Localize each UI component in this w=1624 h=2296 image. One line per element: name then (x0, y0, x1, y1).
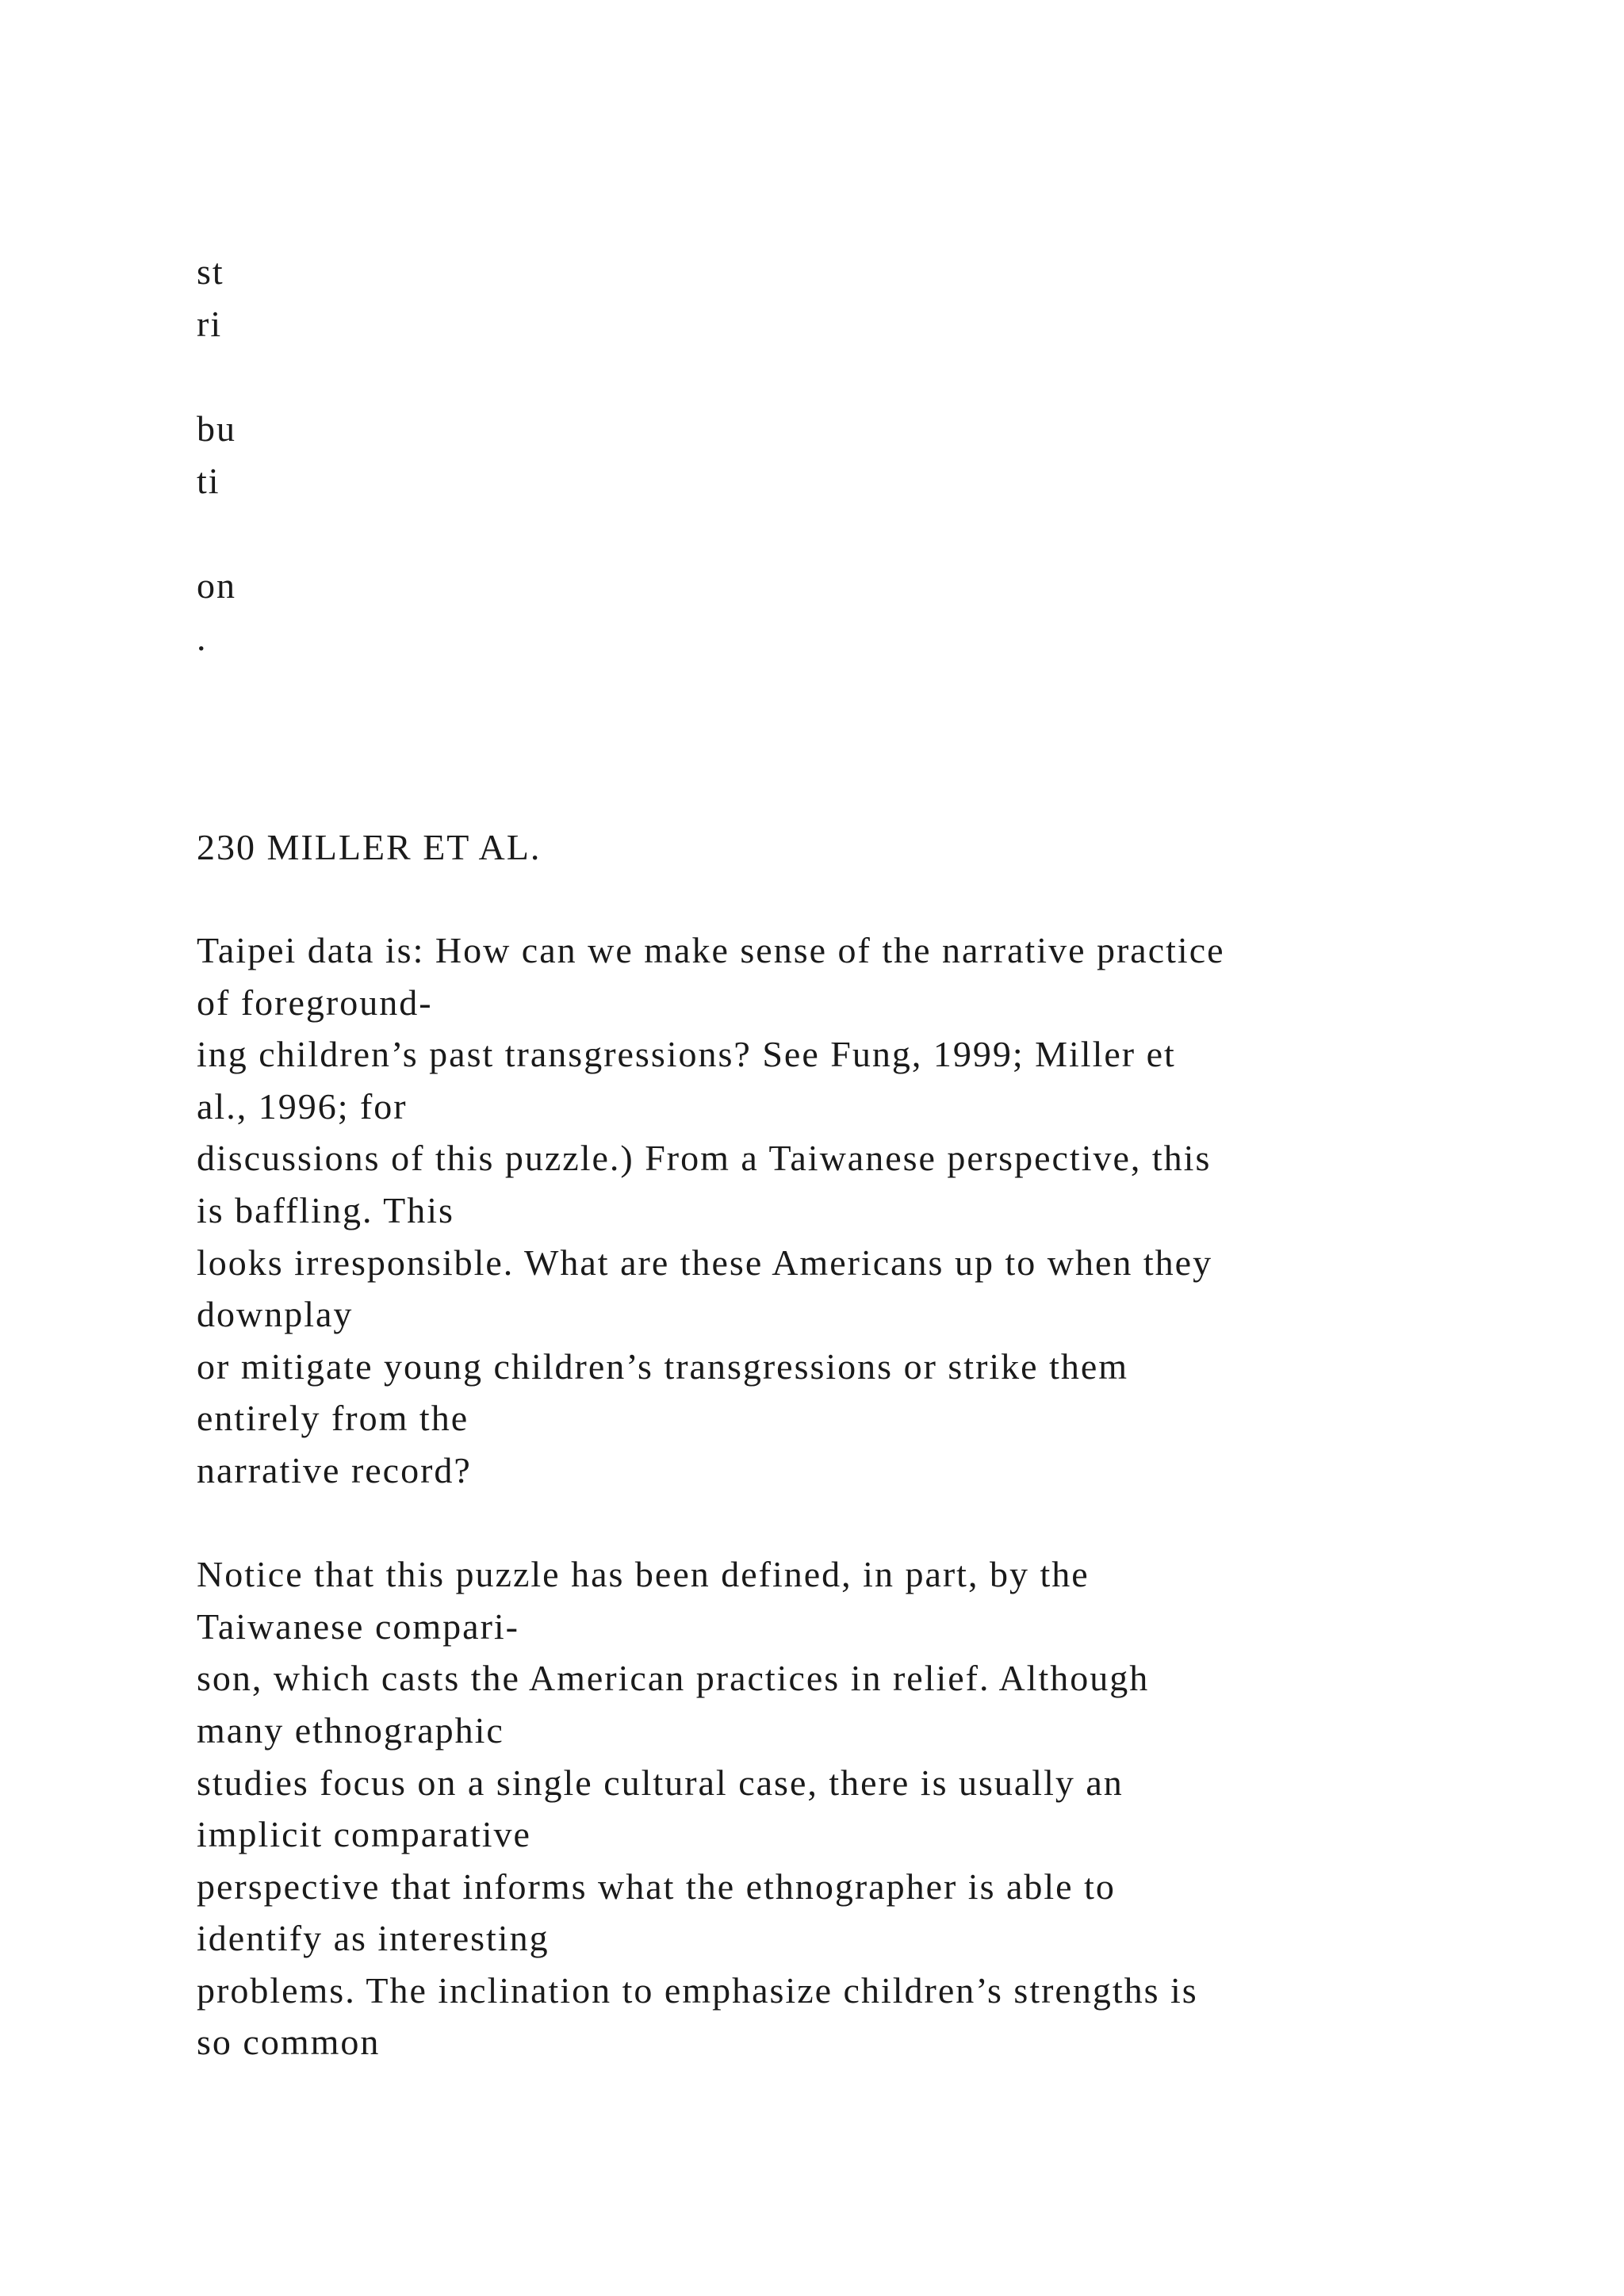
fragment-text: ri (197, 304, 223, 344)
text-line: Taipei data is: How can we make sense of the narrative practice (197, 930, 1225, 970)
text-line: identify as interesting (197, 1918, 550, 1959)
fragment-text: ti (197, 461, 220, 501)
text-line: looks irresponsible. What are these Americans up to when they (197, 1242, 1213, 1283)
text-line: Notice that this puzzle has been defined, in part, by the (197, 1554, 1090, 1595)
text-line: entirely from the (197, 1398, 469, 1439)
text-line: or mitigate young children’s transgressions or strike them (197, 1345, 1129, 1387)
text-line: so common (197, 2022, 381, 2063)
running-head: 230 MILLER ET AL. (197, 827, 542, 867)
text-line: ing children’s past transgressions? See Fung, 1999; Miller et (197, 1034, 1176, 1075)
text-line: many ethnographic (197, 1709, 504, 1751)
text-line: downplay (197, 1294, 354, 1335)
text-line: of foreground- (197, 982, 433, 1023)
fragment-text: . (197, 618, 208, 658)
text-line: is baffling. This (197, 1189, 454, 1230)
paragraph (197, 1548, 1434, 2068)
fragment-gap (197, 507, 236, 560)
text-line: son, which casts the American practices in relief. Although (197, 1658, 1150, 1699)
text-line: studies focus on a single cultural case, there is usually an (197, 1762, 1124, 1803)
body-text (197, 924, 1434, 2068)
text-line: problems. The inclination to emphasize children’s strengths is (197, 1969, 1198, 2011)
paragraph-gap (197, 1497, 1434, 1549)
text-line: Taiwanese compari- (197, 1605, 519, 1647)
fragment-text: st (197, 251, 224, 292)
fragment-text: bu (197, 408, 236, 449)
text-line: al., 1996; for (197, 1085, 408, 1127)
text-line: perspective that informs what the ethnographer is able to (197, 1866, 1116, 1907)
text-line: discussions of this puzzle.) From a Taiwanese perspective, this (197, 1138, 1212, 1179)
text-line: narrative record? (197, 1449, 472, 1490)
fragment-text: on (197, 565, 236, 606)
text-line: implicit comparative (197, 1814, 531, 1855)
paragraph (197, 924, 1434, 1497)
fragment-gap (197, 350, 236, 403)
word-fragments (197, 246, 236, 664)
